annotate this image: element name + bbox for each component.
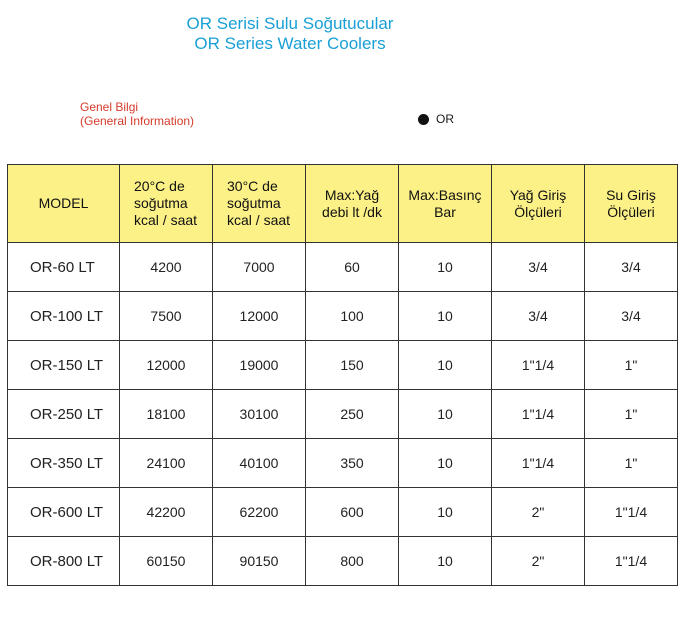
cell-oil-inlet: 2" bbox=[492, 537, 585, 586]
table-row bbox=[8, 537, 678, 586]
header-water-inlet bbox=[585, 165, 678, 243]
cell-max-oil-flow: 250 bbox=[306, 390, 399, 439]
cell-max-oil-flow: 350 bbox=[306, 439, 399, 488]
cell-oil-inlet: 1"1/4 bbox=[492, 439, 585, 488]
header-max-pressure-line: Max:Basınç bbox=[408, 186, 482, 203]
cell-max-oil-flow: 100 bbox=[306, 292, 399, 341]
cell-water-inlet: 1" bbox=[585, 390, 678, 439]
header-max-oil-flow-line: debi lt /dk bbox=[322, 203, 382, 220]
header-cooling-20c bbox=[120, 165, 213, 243]
cell-oil-inlet: 2" bbox=[492, 488, 585, 537]
cell-max-pressure: 10 bbox=[399, 488, 492, 537]
cell-max-pressure: 10 bbox=[399, 243, 492, 292]
cell-water-inlet: 3/4 bbox=[585, 243, 678, 292]
cell-max-oil-flow: 800 bbox=[306, 537, 399, 586]
header-oil-inlet-line: Ölçüleri bbox=[514, 203, 562, 220]
cell-cooling-20c: 18100 bbox=[120, 390, 213, 439]
table-row bbox=[8, 341, 678, 390]
title-turkish: OR Serisi Sulu Soğutucular bbox=[186, 14, 394, 33]
cell-cooling-30c: 30100 bbox=[213, 390, 306, 439]
table-body bbox=[8, 243, 678, 586]
header-water-inlet-line: Ölçüleri bbox=[607, 203, 655, 220]
cell-water-inlet: 3/4 bbox=[585, 292, 678, 341]
table-row bbox=[8, 292, 678, 341]
header-oil-inlet-line: Yağ Giriş bbox=[509, 186, 567, 203]
cell-cooling-30c: 62200 bbox=[213, 488, 306, 537]
table-row bbox=[8, 488, 678, 537]
cell-model: OR-60 LT bbox=[8, 243, 120, 292]
header-max-oil-flow-line: Max:Yağ bbox=[324, 186, 380, 203]
general-info-turkish: Genel Bilgi bbox=[80, 100, 139, 114]
cell-max-oil-flow: 150 bbox=[306, 341, 399, 390]
table-row bbox=[8, 439, 678, 488]
cell-water-inlet: 1" bbox=[585, 439, 678, 488]
header-cooling-30c-line: 30°C de bbox=[227, 178, 278, 194]
bullet-dot-icon bbox=[418, 114, 429, 125]
cell-model: OR-250 LT bbox=[8, 390, 120, 439]
cell-cooling-30c: 90150 bbox=[213, 537, 306, 586]
table-row bbox=[8, 243, 678, 292]
cell-max-oil-flow: 60 bbox=[306, 243, 399, 292]
header-max-pressure bbox=[399, 165, 492, 243]
cell-model: OR-600 LT bbox=[8, 488, 120, 537]
table-header-row bbox=[8, 165, 678, 243]
cell-cooling-20c: 12000 bbox=[120, 341, 213, 390]
cell-oil-inlet: 3/4 bbox=[492, 292, 585, 341]
cell-cooling-30c: 19000 bbox=[213, 341, 306, 390]
cell-cooling-30c: 12000 bbox=[213, 292, 306, 341]
cell-model: OR-800 LT bbox=[8, 537, 120, 586]
header-oil-inlet bbox=[492, 165, 585, 243]
header-model bbox=[8, 165, 120, 243]
cell-model: OR-150 LT bbox=[8, 341, 120, 390]
general-info-english: (General Information) bbox=[80, 114, 195, 128]
cell-cooling-20c: 42200 bbox=[120, 488, 213, 537]
header-max-pressure-line: Bar bbox=[434, 203, 456, 220]
cell-cooling-20c: 4200 bbox=[120, 243, 213, 292]
header-cooling-30c-line: kcal / saat bbox=[227, 212, 291, 228]
cell-oil-inlet: 1"1/4 bbox=[492, 390, 585, 439]
header-cooling-30c bbox=[213, 165, 306, 243]
header-cooling-30c-line: soğutma bbox=[227, 195, 281, 211]
series-legend bbox=[418, 112, 454, 126]
header-water-inlet-line: Su Giriş bbox=[606, 186, 656, 203]
cell-cooling-20c: 24100 bbox=[120, 439, 213, 488]
title-english: OR Series Water Coolers bbox=[194, 34, 386, 53]
cell-oil-inlet: 3/4 bbox=[492, 243, 585, 292]
cell-max-pressure: 10 bbox=[399, 341, 492, 390]
cell-model: OR-350 LT bbox=[8, 439, 120, 488]
specification-table bbox=[7, 164, 678, 586]
header-cooling-20c-line: 20°C de bbox=[134, 178, 185, 194]
cell-water-inlet: 1"1/4 bbox=[585, 537, 678, 586]
header-cooling-20c-line: soğutma bbox=[134, 195, 188, 211]
cell-cooling-30c: 40100 bbox=[213, 439, 306, 488]
cell-max-pressure: 10 bbox=[399, 292, 492, 341]
header-cooling-20c-line: kcal / saat bbox=[134, 212, 198, 228]
cell-max-pressure: 10 bbox=[399, 439, 492, 488]
page-title bbox=[0, 14, 580, 54]
header-model-line: MODEL bbox=[38, 195, 89, 211]
cell-model: OR-100 LT bbox=[8, 292, 120, 341]
general-info-label bbox=[80, 100, 194, 128]
cell-oil-inlet: 1"1/4 bbox=[492, 341, 585, 390]
cell-cooling-20c: 60150 bbox=[120, 537, 213, 586]
series-legend-label: OR bbox=[436, 112, 454, 126]
cell-max-pressure: 10 bbox=[399, 390, 492, 439]
cell-water-inlet: 1"1/4 bbox=[585, 488, 678, 537]
cell-water-inlet: 1" bbox=[585, 341, 678, 390]
header-max-oil-flow bbox=[306, 165, 399, 243]
table-row bbox=[8, 390, 678, 439]
cell-max-oil-flow: 600 bbox=[306, 488, 399, 537]
cell-cooling-20c: 7500 bbox=[120, 292, 213, 341]
cell-max-pressure: 10 bbox=[399, 537, 492, 586]
cell-cooling-30c: 7000 bbox=[213, 243, 306, 292]
